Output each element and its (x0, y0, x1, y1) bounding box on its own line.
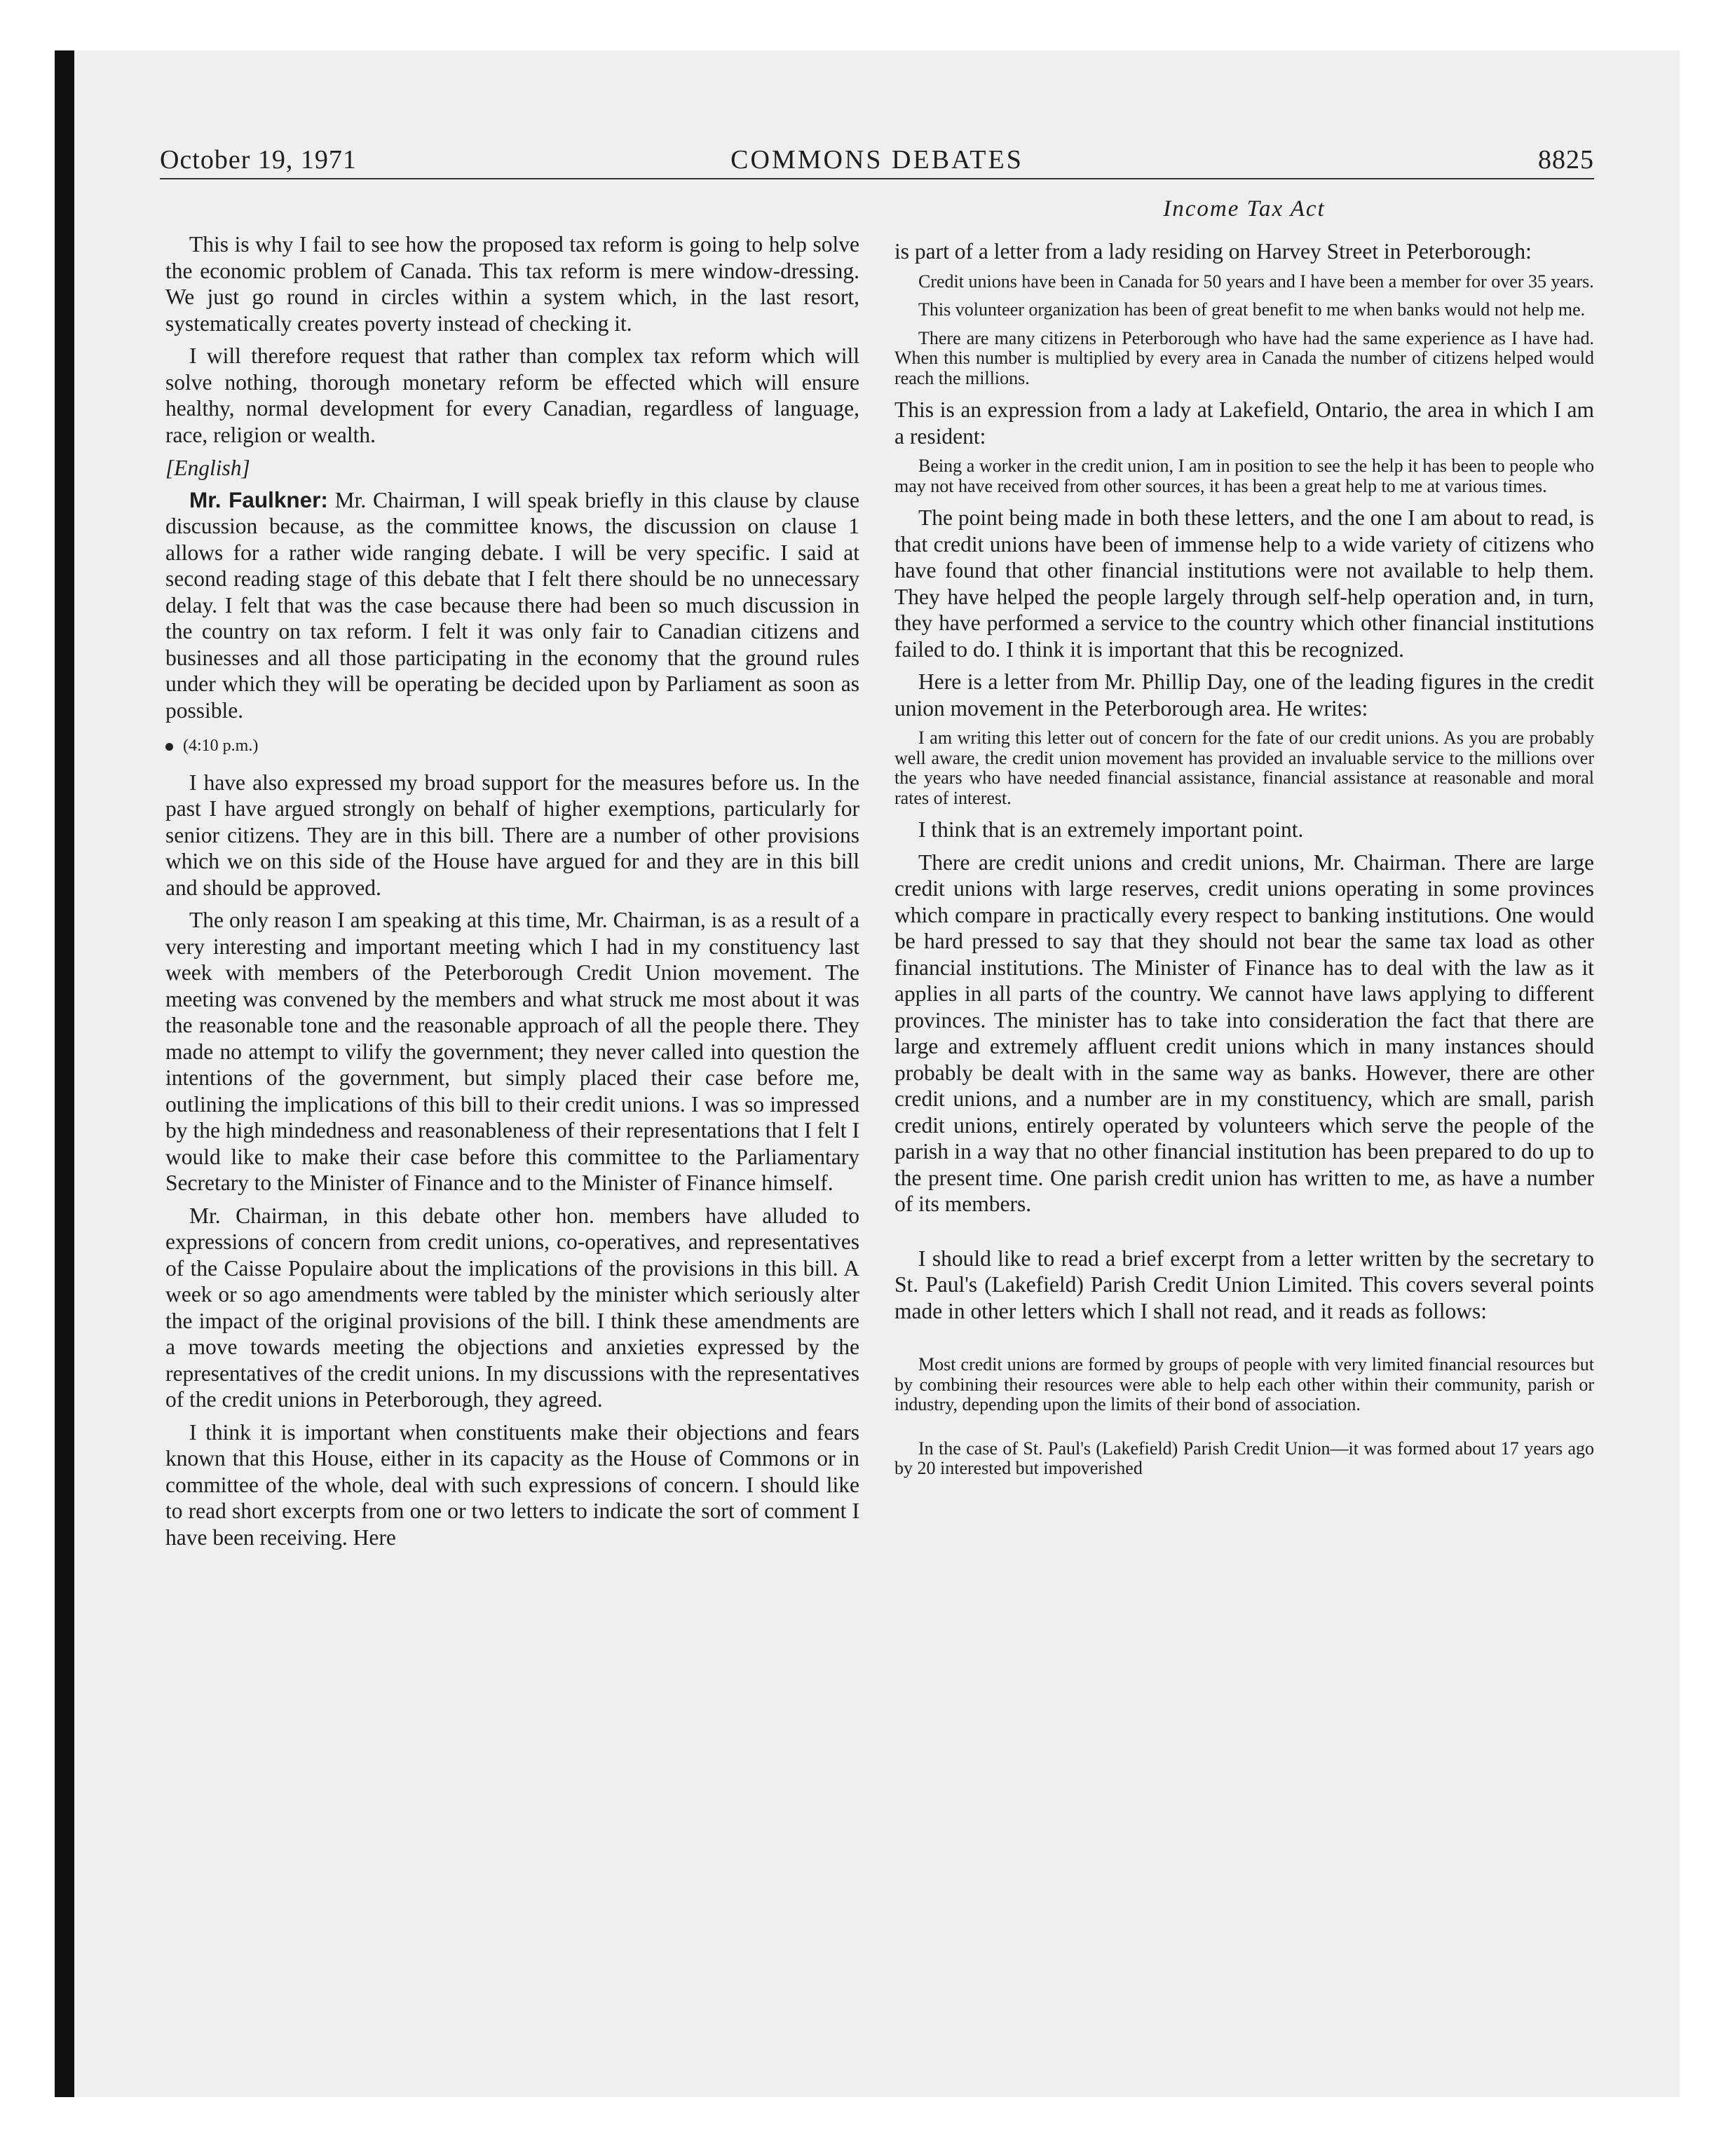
left-paragraph-2: I will therefore request that rather than complex tax reform which will solve nothing, thorough monetary reform be effected which will ensure healthy, normal development for every Canadian, regardless of language, race, religion or wealth. (165, 343, 859, 447)
page-header (160, 143, 1594, 179)
right-paragraph-4: Here is a letter from Mr. Phillip Day, one of the leading figures in the credit union movement in the Peterborough area. He writes: (894, 669, 1594, 721)
time-marker (165, 733, 859, 760)
left-paragraph-7: I think it is important when constituents make their objections and fears known that this House, either in its capacity as the House of Commons or in committee of the whole, deal with such expressions of concern. I should like to read short excerpts from one or two letters to indicate the sort of comment I have been receiving. Here (165, 1419, 859, 1550)
header-date: October 19, 1971 (160, 145, 357, 175)
quote-4: Being a worker in the credit union, I am in position to see the help it has been to people who may not have received from other sources, it has been a great help to me at various times. (894, 456, 1594, 496)
header-title: COMMONS DEBATES (730, 145, 1023, 175)
quote-3: There are many citizens in Peterborough who have had the same experience as I have had. When this number is multiplied by every area in Canada the number of citizens helped would reach the millions. (894, 327, 1594, 388)
left-paragraph-1: This is why I fail to see how the proposed tax reform is going to help solve the economic problem of Canada. This tax reform is mere window-dressing. We just go round in circles within a system which, in the last resort, systematically creates poverty instead of checking it. (165, 232, 859, 336)
running-head: Income Tax Act (1163, 196, 1326, 221)
right-paragraph-5: I think that is an extremely important point. (918, 817, 1304, 842)
right-paragraph-2: This is an expression from a lady at Lakefield, Ontario, the area in which I am a resident: (894, 397, 1594, 449)
quote-5: I am writing this letter out of concern for the fate of our credit unions. As you are probably well aware, the credit union movement has provided an invaluable service to the millions over the years who have needed financial assistance, financial assistance at reasonable and moral rates of interest. (894, 728, 1594, 808)
quote-6: Most credit unions are formed by groups of people with very limited financial resources but by combining their resources were able to help each other within their community, parish or industry, depending upon the limits of their bond of association. (894, 1354, 1594, 1414)
right-paragraph-3: The point being made in both these letters, and the one I am about to read, is that credit unions have been of immense help to a wide variety of citizens who have found that other financial institutions were not available to help them. They have helped the people largely through self-help operation and, in turn, they have performed a service to the country which other financial institutions failed to do. I think it is important that this be recognized. (894, 505, 1594, 662)
left-paragraph-3-text: Mr. Chairman, I will speak briefly in this clause by clause discussion because, as the committee knows, the discussion on clause 1 allows for a rather wide ranging debate. I will be very specific. I said at second reading stage of this debate that I felt there should be no unnecessary delay. I felt that was the case because there had been so much discussion in the country on tax reform. I felt it was only fair to Canadian citizens and businesses and all those participating in the economy that the ground rules under which they will be operating be decided upon by Parliament as soon as possible. (165, 487, 859, 723)
time-marker-text: (4:10 p.m.) (183, 737, 259, 755)
quote-2: This volunteer organization has been of great benefit to me when banks would not help me. (918, 299, 1586, 320)
quote-7: In the case of St. Paul's (Lakefield) Parish Credit Union—it was formed about 17 years ago by 20 interested but impoverished (894, 1438, 1594, 1478)
quote-1: Credit unions have been in Canada for 50 years and I have been a member for over 35 years. (918, 271, 1594, 292)
speaker-name: Mr. Faulkner: (189, 486, 328, 512)
header-page-number: 8825 (1538, 145, 1594, 175)
scan-edge (55, 50, 74, 2097)
left-column (165, 231, 859, 1557)
left-paragraph-5: The only reason I am speaking at this time, Mr. Chairman, is as a result of a very interesting and important meeting which I had in my constituency last week with members of the Peterborough Credit Union movement. The meeting was convened by the members and what struck me most about it was the reasonable tone and the reasonable approach of all the people there. They made no attempt to vilify the government; they never called into question the intentions of the government, but simply placed their case before me, outlining the implications of this bill to their credit unions. I was so impressed by the high mindedness and reasonableness of their representations that I felt I would like to make their case before this committee to the Parliamentary Secretary to the Minister of Finance and to the Minister of Finance himself. (165, 908, 859, 1195)
left-paragraph-6: Mr. Chairman, in this debate other hon. members have alluded to expressions of concern from credit unions, co-operatives, and representatives of the Caisse Populaire about the implications of the provisions in this bill. A week or so ago amendments were tabled by the minister which seriously alter the impact of the original provisions of the bill. I think these amendments are a move towards meeting the objections and anxieties expressed by the representatives of the credit unions. In my discussions with the representatives of the credit unions in Peterborough, they agreed. (165, 1203, 859, 1412)
bullet-icon (165, 743, 173, 751)
right-paragraph-7: I should like to read a brief excerpt from a letter written by the secretary to St. Paul's (Lakefield) Parish Credit Union Limited. This covers several points made in other letters which I shall not read, and it reads as follows: (894, 1246, 1594, 1323)
language-marker: [English] (165, 456, 250, 480)
right-paragraph-6: There are credit unions and credit unions, Mr. Chairman. There are large credit unions with large reserves, credit unions operating in some provinces which compare in practically every respect to banking institutions. One would be hard pressed to say that they should not bear the same tax load as other financial institutions. The Minister of Finance has to deal with the law as it applies in all parts of the country. We cannot have laws applying to different provinces. The minister has to take into consideration the fact that there are large and extremely affluent credit unions which in many instances should probably be dealt with in the same way as banks. However, there are other credit unions, and a number are in my constituency, which are small, parish credit unions, entirely operated by volunteers which serve the people of the parish in a way that no other financial institution has been prepared to do up to the present time. One parish credit union has written to me, as have a number of its members. (894, 850, 1594, 1216)
right-paragraph-1: is part of a letter from a lady residing on Harvey Street in Peterborough: (894, 239, 1532, 264)
right-column (894, 238, 1594, 1487)
left-paragraph-3 (165, 487, 859, 724)
left-paragraph-4: I have also expressed my broad support for the measures before us. In the past I have argued strongly on behalf of higher exemptions, particularly for senior citizens. They are in this bill. There are a number of other provisions which we on this side of the House have argued for and they are in this bill and should be approved. (165, 770, 859, 900)
